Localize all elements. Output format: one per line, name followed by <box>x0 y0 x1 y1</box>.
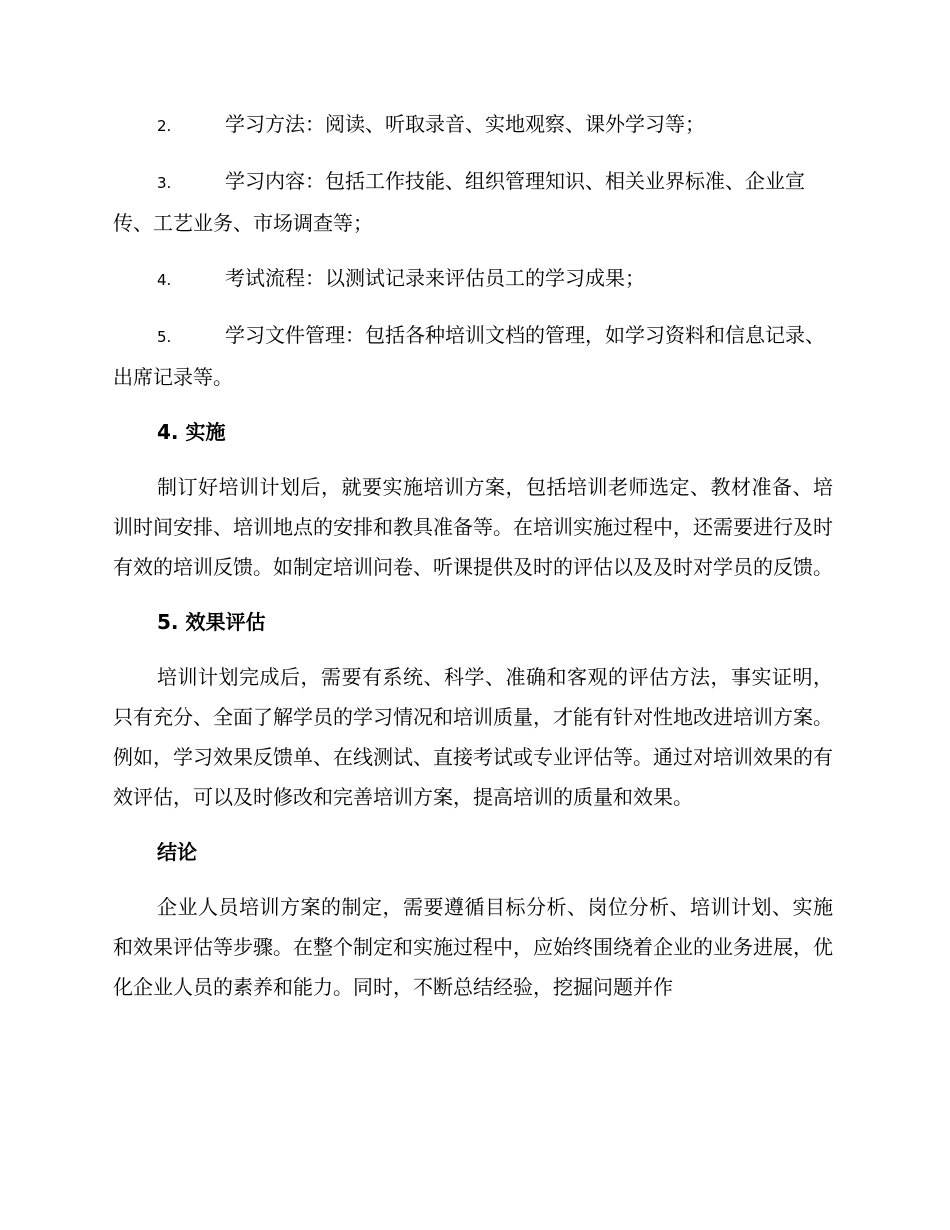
list-text: 考试流程：以测试记录来评估员工的学习成果； <box>225 266 645 290</box>
section-heading-implementation: 4. 实施 <box>157 420 226 444</box>
list-text: 学习方法：阅读、听取录音、实地观察、课外学习等； <box>225 112 705 136</box>
list-item <box>113 161 833 243</box>
list-number: 2. <box>157 117 172 135</box>
section-heading-conclusion: 结论 <box>157 840 197 864</box>
list-number: 5. <box>157 328 172 346</box>
list-number: 3. <box>157 174 172 192</box>
section-paragraph-conclusion: 企业人员培训方案的制定，需要遵循目标分析、岗位分析、培训计划、实施和效果评估等步骤。在整个制定和实施过程中，应始终围绕着企业的业务进展，优化企业人员的素养和能力。同时，不断总结经验，挖掘问题并作 <box>113 895 833 999</box>
list-text: 学习内容：包括工作技能、组织管理知识、相关业界标准、企业宣传、工艺业务、市场调查等； <box>113 169 805 235</box>
list-number: 4. <box>157 271 172 289</box>
section-paragraph-implementation: 制订好培训计划后，就要实施培训方案，包括培训老师选定、教材准备、培训时间安排、培训地点的安排和教具准备等。在培训实施过程中，还需要进行及时有效的培训反馈。如制定培训问卷、听课提供及时的评估以及及时对学员的反馈。 <box>113 475 833 579</box>
document-page <box>113 104 833 1022</box>
list-item <box>113 315 833 397</box>
section-heading-evaluation: 5. 效果评估 <box>157 610 266 634</box>
list-item <box>113 258 833 300</box>
list-item <box>113 104 833 146</box>
section-paragraph-evaluation: 培训计划完成后，需要有系统、科学、准确和客观的评估方法，事实证明，只有充分、全面了解学员的学习情况和培训质量，才能有针对性地改进培训方案。例如，学习效果反馈单、在线测试、直接考试或专业评估等。通过对培训效果的有效评估，可以及时修改和完善培训方案，提高培训的质量和效果。 <box>113 665 833 809</box>
list-text: 学习文件管理：包括各种培训文档的管理，如学习资料和信息记录、出席记录等。 <box>113 323 825 389</box>
